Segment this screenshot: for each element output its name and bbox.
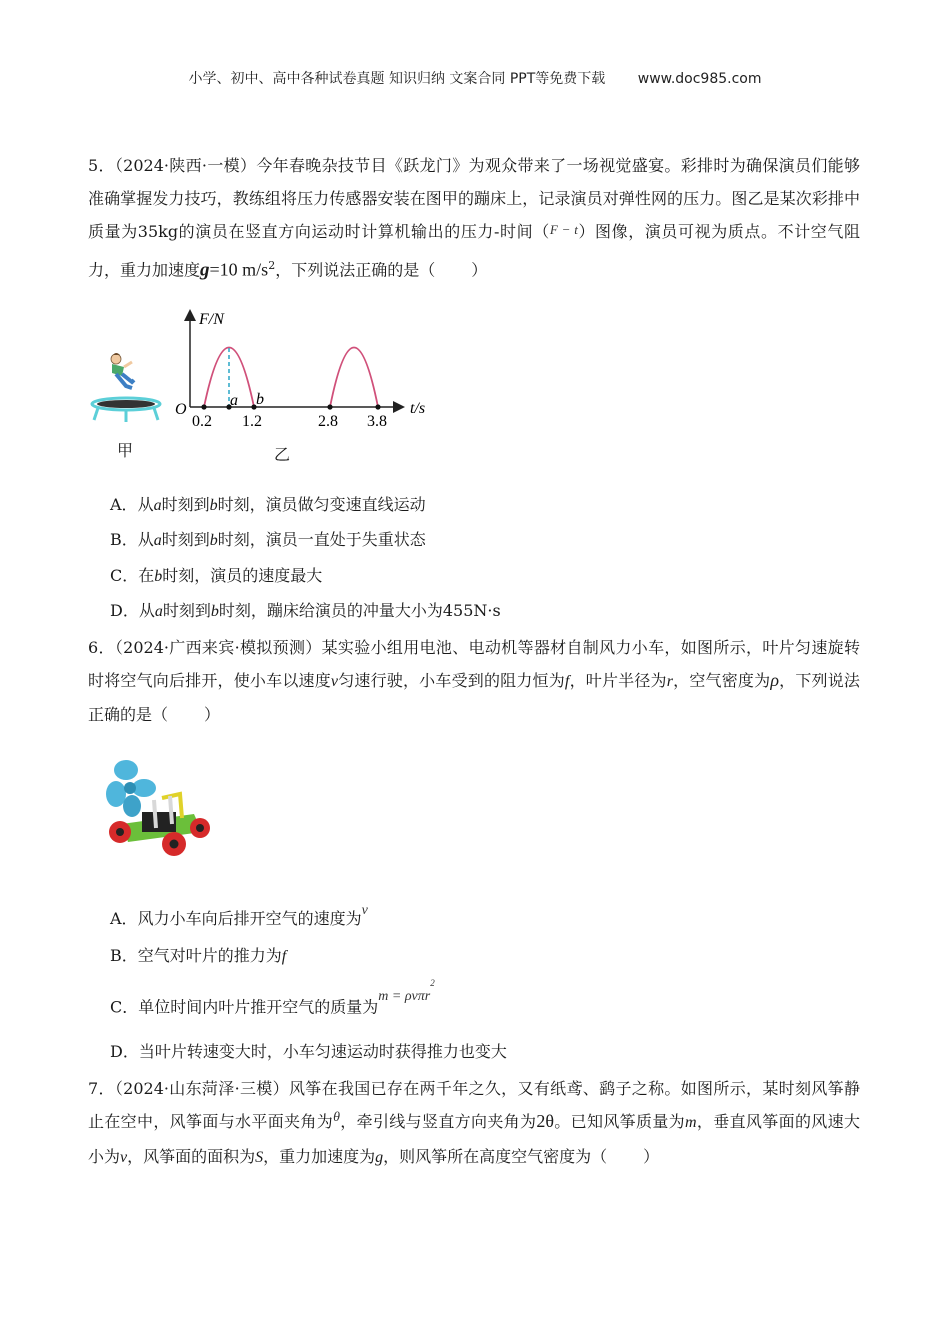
option-var: a (153, 497, 162, 514)
y-axis-label: F/N (199, 311, 224, 328)
q5-option-c[interactable] (110, 565, 322, 588)
q6-option-a[interactable] (110, 903, 368, 932)
option-text: 风力小车向后排开空气的速度为 (137, 909, 362, 928)
q7-text5: ，风筝面的面积为 (127, 1147, 256, 1166)
q6-text6: ） (204, 705, 221, 724)
option-math: v (361, 903, 368, 918)
trampoline-leg (94, 408, 98, 420)
q5-number: 5． (88, 156, 115, 175)
option-letter: B． (110, 530, 138, 549)
q5-source: （2024·陕西·一模） (114, 156, 257, 175)
q6-r: r (666, 673, 673, 690)
q7-text3: 。已知风筝质量为 (553, 1112, 686, 1131)
q7-text8: ） (643, 1147, 660, 1166)
option-text: 从 (138, 601, 155, 620)
option-text: 时刻，蹦床给演员的冲量大小为455N·s (218, 601, 501, 620)
q5-option-d[interactable] (110, 600, 501, 623)
option-text: 从 (137, 530, 154, 549)
q6-source: （2024·广西来宾·模拟预测） (114, 638, 322, 657)
tick-point (375, 404, 380, 409)
option-var: b (210, 603, 219, 620)
tick-point (327, 404, 332, 409)
fan-icon (106, 760, 156, 817)
q6-text4: ，空气密度为 (672, 671, 771, 690)
option-letter: A． (110, 909, 138, 928)
header-text: 小学、初中、高中各种试卷真题 知识归纳 文案合同 PPT等免费下载 (188, 71, 606, 87)
tick-label: 1.2 (242, 413, 262, 430)
tick-label: 2.8 (318, 413, 338, 430)
q5-g-exp: 2 (268, 259, 276, 272)
option-text: 在 (138, 566, 155, 585)
tick-label: 3.8 (367, 413, 387, 430)
q5-formula-ft: F − t (549, 222, 578, 237)
option-text: 单位时间内叶片推开空气的质量为 (138, 997, 379, 1017)
q6-v: v (330, 673, 339, 690)
option-text: 时刻到 (161, 495, 210, 514)
q5-g-eq: =10 m/s (209, 259, 269, 280)
option-var: b (154, 568, 163, 585)
q6-text1: 某实验小组用电池、电动机等器材自制风力小车，如图所示，叶片匀速旋转时将空气向后排开，使小车以速度 (88, 638, 860, 690)
q6-text5: ，下列说法正确的是（ (88, 671, 860, 724)
option-text: 空气对叶片的推力为 (137, 946, 282, 965)
question-7 (88, 1072, 860, 1174)
tick-label: 0.2 (192, 413, 212, 430)
option-var: b (209, 497, 218, 514)
q5-text2: ）图像，演员可视为质点。不计空气阻力，重力加速度 (88, 222, 860, 280)
option-letter: C． (110, 997, 139, 1017)
option-letter: D． (110, 1042, 139, 1061)
q5-text1: 今年春晚杂技节目《跃龙门》为观众带来了一场视觉盛宴。彩排时为确保演员们能够准确掌握发力技巧，教练组将压力传感器安装在图甲的蹦床上，记录演员对弹性网的压力。图乙是某次彩排中质量为35kg的演员在竖直方向运动时计算机输出的压力-时间（ (88, 156, 860, 241)
wind-car-figure (104, 758, 212, 860)
option-text: 时刻到 (162, 601, 211, 620)
q7-text4: ，垂直风筝面的风速大小为 (88, 1112, 860, 1166)
x-axis-label: t/s (410, 400, 426, 417)
q7-text1: 风筝在我国已存在两千年之久，又有纸鸢、鹞子之称。如图所示，某时刻风筝静止在空中，风筝面与水平面夹角为 (88, 1079, 860, 1131)
q5-text4: ） (471, 260, 488, 280)
q6-number: 6． (88, 638, 115, 657)
trampoline-mat (97, 400, 155, 408)
option-text: 时刻，演员一直处于失重状态 (217, 530, 426, 549)
trampoline-leg (154, 408, 158, 420)
option-var: b (209, 532, 218, 549)
option-text: 时刻到 (161, 530, 210, 549)
option-text: 时刻，演员的速度最大 (162, 566, 323, 585)
figure-label-jia: 甲 (117, 441, 134, 460)
q6-rho: ρ (770, 670, 779, 690)
q5-option-b[interactable] (110, 529, 426, 552)
point-b-label: b (256, 391, 264, 408)
origin-label: O (175, 401, 187, 418)
q7-m: m (685, 1114, 697, 1131)
q5-option-a[interactable] (110, 494, 426, 517)
q5-text3: ，下列说法正确的是（ (275, 260, 436, 280)
q7-source: （2024·山东菏泽·三模） (114, 1079, 289, 1098)
figure-label-yi: 乙 (274, 445, 291, 464)
trampoline-figure (86, 346, 166, 426)
force-time-graph (170, 306, 440, 434)
question-5 (88, 149, 860, 286)
header-site: www.doc985.com (637, 71, 762, 87)
q6-text3: ，叶片半径为 (569, 671, 667, 690)
option-letter: D． (110, 601, 139, 620)
q7-S: S (255, 1149, 264, 1166)
option-math: f (281, 948, 287, 965)
q7-text7: ，则风筝所在高度空气密度为（ (383, 1147, 608, 1166)
option-var: a (154, 603, 163, 620)
q6-text2: 匀速行驶，小车受到的阻力恒为 (338, 671, 565, 690)
option-letter: B． (110, 946, 138, 965)
point-a-label: a (230, 392, 238, 409)
q7-text2: ，牵引线与竖直方向夹角为 (339, 1112, 537, 1131)
force-curve-2 (330, 348, 378, 408)
q7-text6: ，重力加速度为 (263, 1147, 376, 1166)
option-letter: C． (110, 566, 139, 585)
option-text: 时刻，演员做匀变速直线运动 (217, 495, 426, 514)
q7-theta: θ (333, 1110, 340, 1125)
page-header (0, 68, 950, 88)
option-math: m = ρvπr (378, 989, 431, 1005)
person-head (111, 354, 121, 364)
tick-point (201, 404, 206, 409)
q7-number: 7． (88, 1079, 115, 1098)
q7-g: g (375, 1149, 384, 1166)
q7-two-theta: 2θ (536, 1111, 554, 1131)
q6-option-c[interactable] (110, 978, 435, 1020)
option-text: 从 (137, 495, 154, 514)
option-var: a (153, 532, 162, 549)
option-text: 当叶片转速变大时，小车匀速运动时获得推力也变大 (138, 1042, 507, 1061)
q7-v: v (120, 1149, 128, 1166)
person-arm (124, 362, 132, 367)
option-letter: A． (110, 495, 138, 514)
question-6 (88, 631, 860, 731)
q6-option-d[interactable] (110, 1041, 507, 1063)
person-hair (113, 353, 120, 355)
q5-g-symbol: g (200, 259, 210, 281)
q6-option-b[interactable] (110, 945, 286, 968)
option-math-exp: 2 (430, 978, 435, 988)
q6-f: f (564, 673, 570, 690)
